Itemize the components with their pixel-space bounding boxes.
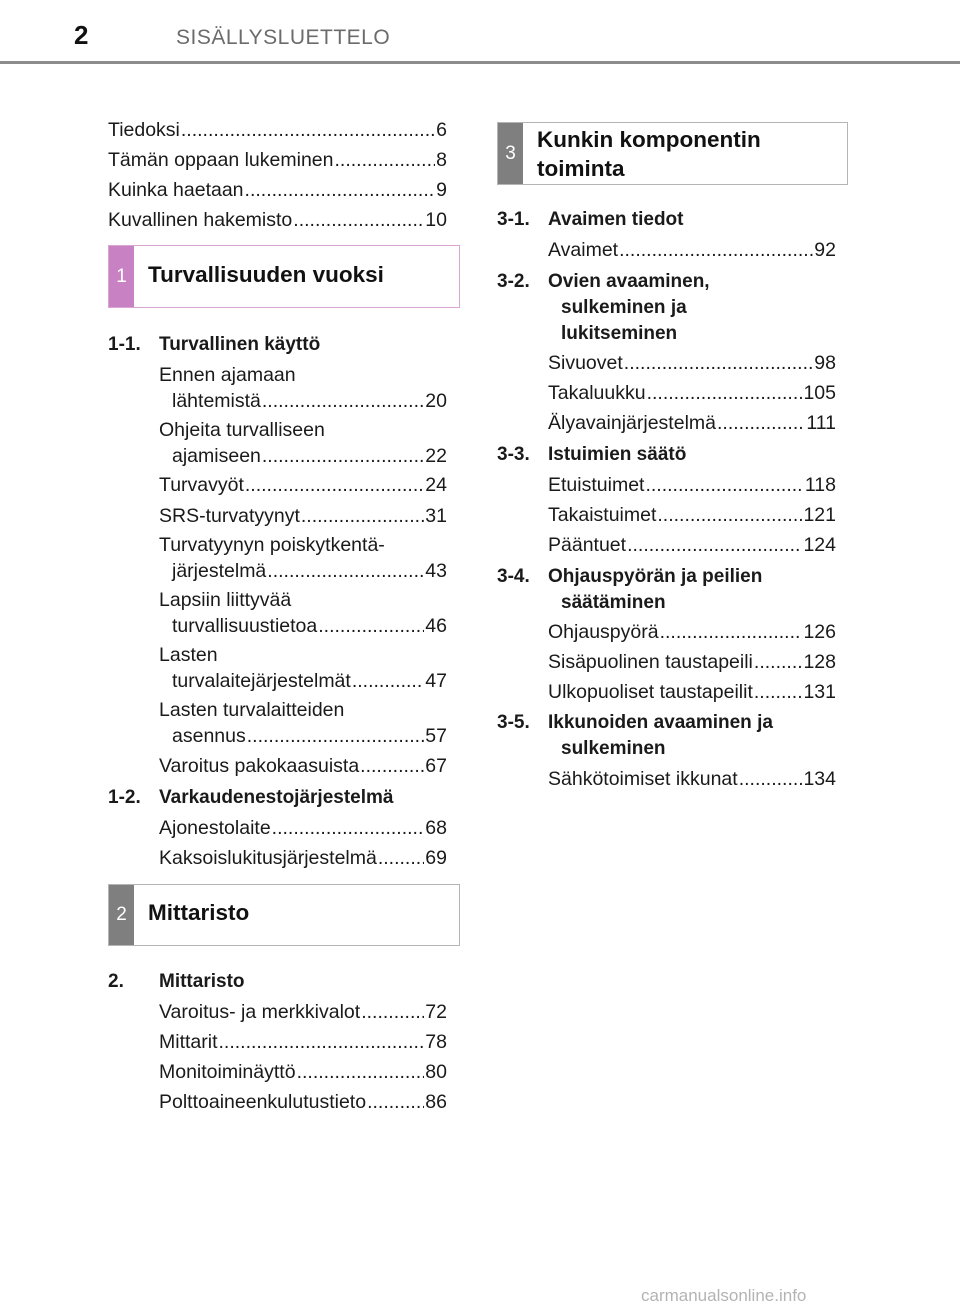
- chapter-1-box[interactable]: [108, 245, 460, 308]
- toc-entry-page: 24: [425, 474, 447, 496]
- toc-entry-title: Kuvallinen hakemisto: [108, 209, 293, 231]
- toc-entry[interactable]: [548, 472, 836, 498]
- toc-entry-page: 126: [803, 621, 836, 643]
- section-title-line3: lukitseminen: [561, 323, 678, 344]
- toc-entry-title: asennus: [172, 725, 246, 747]
- toc-entry-page: 10: [425, 209, 447, 231]
- toc-entry[interactable]: [548, 237, 836, 263]
- toc-entry-title: Mittarit: [159, 1031, 218, 1053]
- section-title: Varkaudenestojärjestelmä: [159, 787, 394, 808]
- chapter-1-title: Turvallisuuden vuoksi: [148, 262, 384, 287]
- section-title: Turvallinen käyttö: [159, 334, 321, 355]
- toc-entry-title: ajamiseen: [172, 445, 261, 467]
- toc-entry-title: turvalaitejärjestelmät: [172, 670, 351, 692]
- toc-entry-page: 124: [803, 534, 836, 556]
- section-title-line1: Ohjauspyörän ja peilien: [548, 566, 763, 587]
- section-number: 3-2.: [497, 271, 530, 292]
- toc-entry-title: Turvavyöt: [159, 474, 244, 496]
- toc-entry-title: Polttoaineenkulutustieto: [159, 1091, 367, 1113]
- section-1-1-heading[interactable]: [108, 332, 460, 358]
- toc-entry-page: 9: [436, 179, 447, 201]
- page-header: [0, 0, 960, 64]
- toc-entry-title: Sisäpuolinen taustapeili: [548, 651, 753, 673]
- toc-entry-page: 92: [814, 239, 836, 261]
- toc-entry-page: 121: [803, 504, 836, 526]
- toc-entry[interactable]: [172, 723, 447, 749]
- toc-entry-title: lähtemistä: [172, 390, 261, 412]
- toc-entry-title: Älyavainjärjestelmä: [548, 412, 716, 434]
- chapter-2-title: Mittaristo: [148, 900, 250, 925]
- section-number: 3-3.: [497, 444, 530, 465]
- toc-entry-title: Sähkötoimiset ikkunat: [548, 768, 738, 790]
- section-title-line2: sulkeminen ja: [561, 297, 687, 318]
- toc-entry[interactable]: [548, 679, 836, 705]
- chapter-3-tab: 3: [498, 123, 523, 184]
- toc-entry[interactable]: [108, 117, 447, 143]
- toc-entry[interactable]: [172, 558, 447, 584]
- toc-entry-page: 134: [803, 768, 836, 790]
- toc-entry-line1[interactable]: Lasten turvalaitteiden: [159, 699, 345, 721]
- toc-entry-title: Takaluukku: [548, 382, 646, 404]
- page-number: 2: [74, 20, 89, 50]
- toc-entry-title: Tämän oppaan lukeminen: [108, 149, 334, 171]
- toc-entry-line1[interactable]: Lasten: [159, 644, 218, 666]
- toc-entry-page: 67: [425, 755, 447, 777]
- toc-entry-title: SRS-turvatyynyt: [159, 505, 300, 527]
- toc-entry-line1[interactable]: Lapsiin liittyvää: [159, 589, 292, 611]
- toc-entry-title: Varoitus pakokaasuista: [159, 755, 360, 777]
- toc-entry-page: 78: [425, 1031, 447, 1053]
- toc-entry-title: Pääntuet: [548, 534, 627, 556]
- toc-entry[interactable]: [548, 766, 836, 792]
- toc-entry[interactable]: [159, 1059, 447, 1085]
- section-3-3-heading[interactable]: [497, 442, 848, 468]
- toc-entry-page: 22: [425, 445, 447, 467]
- toc-entry-title: Ulkopuoliset taustapeilit: [548, 681, 753, 703]
- toc-entry-line1[interactable]: Ennen ajamaan: [159, 364, 296, 386]
- toc-entry-page: 47: [425, 670, 447, 692]
- toc-entry[interactable]: [159, 1089, 447, 1115]
- toc-entry-title: järjestelmä: [172, 560, 267, 582]
- toc-entry[interactable]: [548, 350, 836, 376]
- section-3-1-heading[interactable]: [497, 207, 848, 233]
- toc-entry[interactable]: [548, 649, 836, 675]
- section-title: Mittaristo: [159, 971, 245, 992]
- section-title-line1: Ovien avaaminen,: [548, 271, 710, 292]
- section-title: Avaimen tiedot: [548, 209, 684, 230]
- section-1-2-heading[interactable]: [108, 785, 460, 811]
- toc-entry-title: turvallisuustietoa: [172, 615, 318, 637]
- toc-entry[interactable]: [159, 503, 447, 529]
- toc-entry[interactable]: [548, 410, 836, 436]
- section-number: 3-4.: [497, 566, 530, 587]
- chapter-2-box[interactable]: [108, 884, 460, 946]
- section-3-2-heading[interactable]: [497, 269, 848, 347]
- toc-entry-line1[interactable]: Turvatyynyn poiskytkentä-: [159, 534, 385, 556]
- toc-entry-title: Avaimet: [548, 239, 619, 261]
- toc-entry-page: 6: [436, 119, 447, 141]
- toc-entry-page: 72: [425, 1001, 447, 1023]
- toc-entry[interactable]: [108, 177, 447, 203]
- section-3-4-heading[interactable]: [497, 564, 848, 616]
- toc-entry[interactable]: [159, 845, 447, 871]
- toc-entry-page: 57: [425, 725, 447, 747]
- section-number: 1-2.: [108, 787, 141, 808]
- toc-entry-title: Monitoiminäyttö: [159, 1061, 296, 1083]
- toc-entry[interactable]: [172, 613, 447, 639]
- section-3-5-heading[interactable]: [497, 710, 848, 762]
- toc-entry[interactable]: [172, 443, 447, 469]
- toc-entry-page: 43: [425, 560, 447, 582]
- section-number: 1-1.: [108, 334, 141, 355]
- chapter-3-title-line2: toiminta: [537, 156, 625, 181]
- toc-entry[interactable]: [548, 619, 836, 645]
- toc-entry-page: 86: [425, 1091, 447, 1113]
- toc-entry[interactable]: [108, 207, 447, 233]
- section-2-heading[interactable]: [108, 969, 460, 995]
- toc-entry-title: Etuistuimet: [548, 474, 645, 496]
- toc-entry-title: Kuinka haetaan: [108, 179, 244, 201]
- toc-entry-page: 46: [425, 615, 447, 637]
- section-title-line2: sulkeminen: [561, 738, 666, 759]
- toc-entry[interactable]: [548, 532, 836, 558]
- toc-entry-page: 8: [436, 149, 447, 171]
- toc-entry[interactable]: [159, 999, 447, 1025]
- toc-entry-title: Ohjauspyörä: [548, 621, 659, 643]
- toc-entry-page: 20: [425, 390, 447, 412]
- chapter-3-box[interactable]: [497, 122, 848, 185]
- toc-entry-page: 69: [425, 847, 447, 869]
- section-title: SISÄLLYSLUETTELO: [176, 26, 391, 49]
- watermark: carmanualsonline.info: [641, 1286, 807, 1305]
- toc-entry-title: Ajonestolaite: [159, 817, 271, 839]
- toc-entry-title: Sivuovet: [548, 352, 623, 374]
- toc-entry-page: 31: [425, 505, 447, 527]
- toc-entry-line1[interactable]: Ohjeita turvalliseen: [159, 419, 325, 441]
- toc-entry[interactable]: [172, 388, 447, 414]
- toc-entry[interactable]: [172, 668, 447, 694]
- section-title-line2: säätäminen: [561, 592, 666, 613]
- toc-entry-page: 80: [425, 1061, 447, 1083]
- section-number: 2.: [108, 971, 124, 992]
- chapter-1-tab: 1: [109, 246, 134, 307]
- toc-entry-page: 98: [814, 352, 836, 374]
- toc-entry-page: 131: [803, 681, 836, 703]
- toc-entry-title: Tiedoksi: [108, 119, 180, 141]
- section-number: 3-5.: [497, 712, 530, 733]
- toc-entry[interactable]: [548, 502, 836, 528]
- toc-entry[interactable]: [159, 1029, 447, 1055]
- toc-entry-page: 118: [804, 474, 836, 496]
- toc-entry-page: 111: [806, 412, 836, 434]
- toc-entry[interactable]: [159, 815, 447, 841]
- toc-entry-page: 128: [803, 651, 836, 673]
- toc-entry[interactable]: [108, 147, 447, 173]
- toc-entry-title: Varoitus- ja merkkivalot: [159, 1001, 361, 1023]
- toc-entry-title: Takaistuimet: [548, 504, 657, 526]
- toc-entry-title: Kaksoislukitusjärjestelmä: [159, 847, 377, 869]
- toc-entry[interactable]: [548, 380, 836, 406]
- toc-entry-page: 105: [803, 382, 836, 404]
- toc-entry[interactable]: [159, 472, 447, 498]
- toc-entry-page: 68: [425, 817, 447, 839]
- toc-entry[interactable]: [159, 753, 447, 779]
- header-rule: [0, 61, 960, 64]
- section-title-line1: Ikkunoiden avaaminen ja: [548, 712, 773, 733]
- chapter-2-tab: 2: [109, 885, 134, 945]
- section-number: 3-1.: [497, 209, 530, 230]
- section-title: Istuimien säätö: [548, 444, 687, 465]
- chapter-3-title-line1: Kunkin komponentin: [537, 127, 761, 152]
